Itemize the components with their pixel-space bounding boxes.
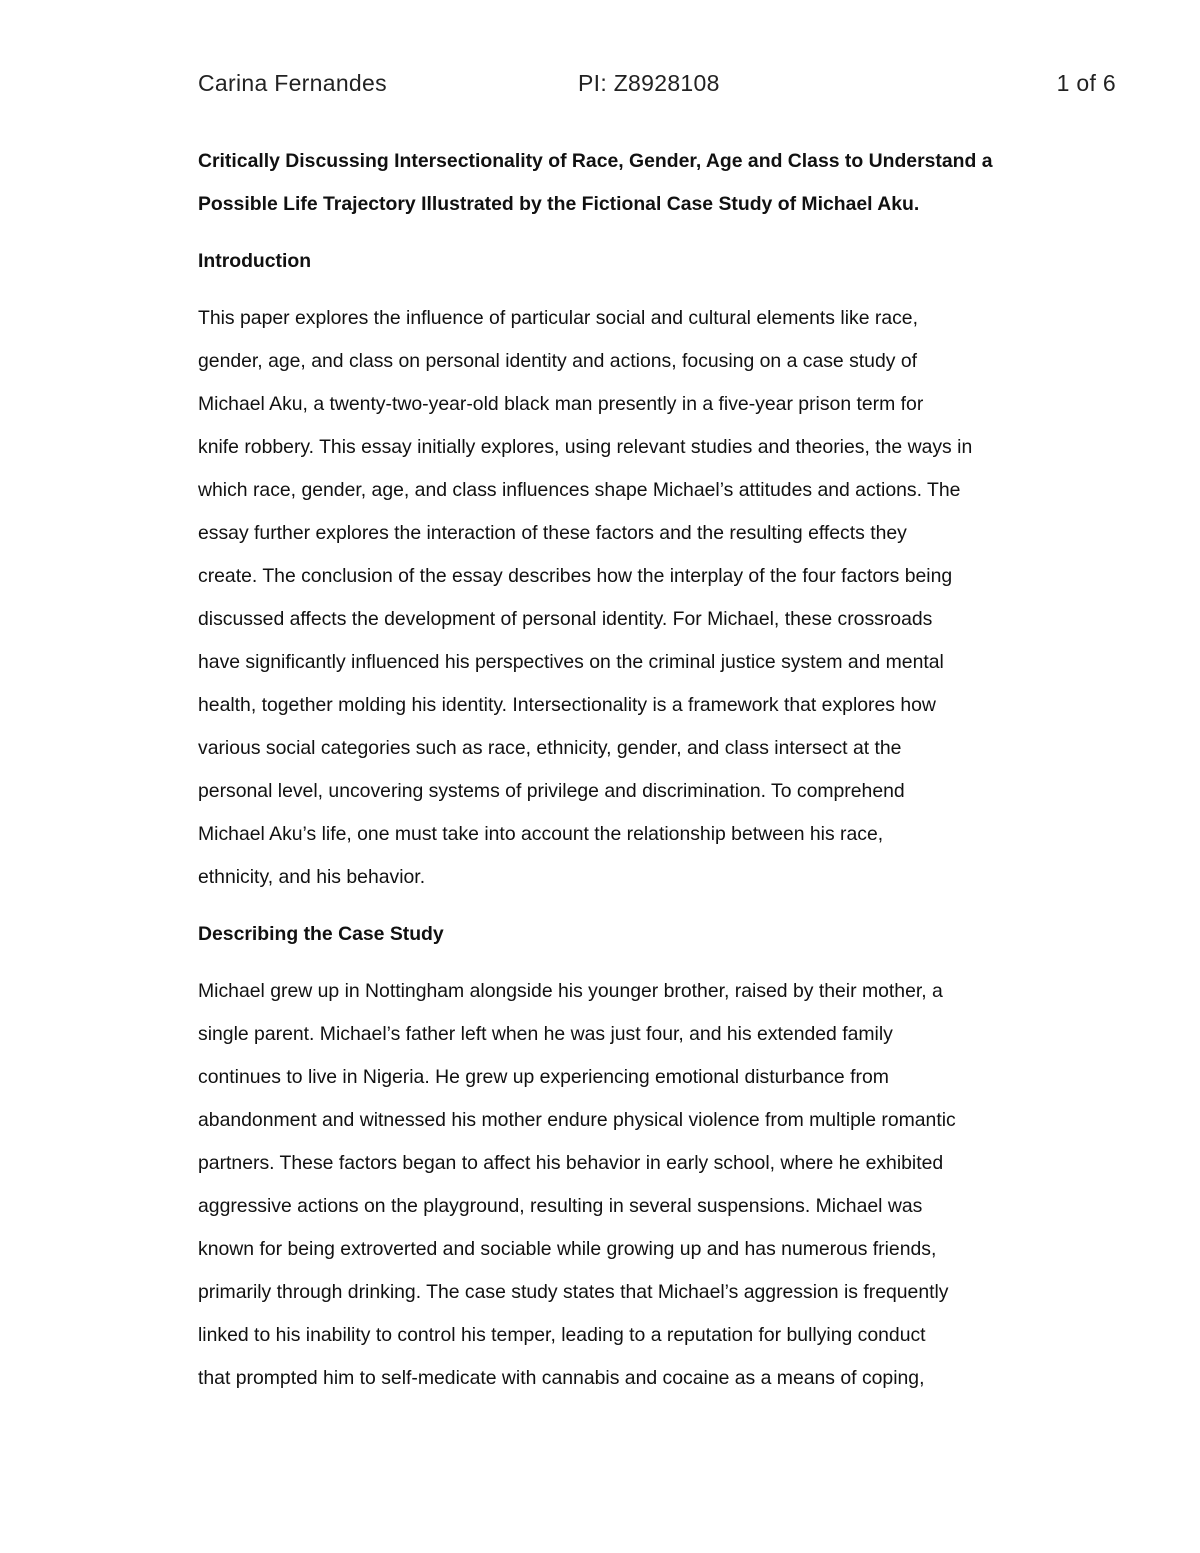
text-line: various social categories such as race, ethnicity, gender, and class intersect at the xyxy=(198,737,902,759)
text-line: ethnicity, and his behavior. xyxy=(198,866,426,888)
text-line: personal level, uncovering systems of privilege and discrimination. To comprehend xyxy=(198,780,905,802)
text-line: abandonment and witnessed his mother endure physical violence from multiple romantic xyxy=(198,1109,956,1131)
text-line: Michael Aku, a twenty-two-year-old black man presently in a five-year prison term for xyxy=(198,393,924,415)
document-title xyxy=(198,140,1078,226)
header-pi: PI: Z8928108 xyxy=(578,70,720,96)
text-line: Michael Aku’s life, one must take into account the relationship between his race, xyxy=(198,823,884,845)
text-line: gender, age, and class on personal identity and actions, focusing on a case study of xyxy=(198,350,918,372)
text-line: essay further explores the interaction of these factors and the resulting effects they xyxy=(198,522,907,544)
header-page-number: 1 of 6 xyxy=(1056,70,1116,96)
text-line: primarily through drinking. The case study states that Michael’s aggression is frequently xyxy=(198,1281,949,1303)
text-line: that prompted him to self-medicate with cannabis and cocaine as a means of coping, xyxy=(198,1367,925,1389)
section-heading-case-study: Describing the Case Study xyxy=(198,923,444,945)
text-line: knife robbery. This essay initially explores, using relevant studies and theories, the ways in xyxy=(198,436,973,458)
text-line: partners. These factors began to affect his behavior in early school, where he exhibited xyxy=(198,1152,944,1174)
paragraph-introduction xyxy=(198,297,1078,899)
text-line: known for being extroverted and sociable while growing up and has numerous friends, xyxy=(198,1238,937,1260)
text-line: aggressive actions on the playground, resulting in several suspensions. Michael was xyxy=(198,1195,923,1217)
text-line: Michael grew up in Nottingham alongside his younger brother, raised by their mother, a xyxy=(198,980,943,1002)
section-heading-introduction: Introduction xyxy=(198,250,312,272)
text-line: have significantly influenced his perspectives on the criminal justice system and mental xyxy=(198,651,944,673)
paragraph-case-study xyxy=(198,970,1078,1400)
text-line: create. The conclusion of the essay describes how the interplay of the four factors being xyxy=(198,565,953,587)
text-line: continues to live in Nigeria. He grew up experiencing emotional disturbance from xyxy=(198,1066,889,1088)
page-header xyxy=(198,70,1116,100)
text-line: which race, gender, age, and class influences shape Michael’s attitudes and actions. The xyxy=(198,479,961,501)
text-line: discussed affects the development of personal identity. For Michael, these crossroads xyxy=(198,608,933,630)
text-line: linked to his inability to control his temper, leading to a reputation for bullying conduct xyxy=(198,1324,926,1346)
title-line: Critically Discussing Intersectionality of Race, Gender, Age and Class to Understand a xyxy=(198,150,993,172)
text-line: This paper explores the influence of particular social and cultural elements like race, xyxy=(198,307,918,329)
header-author: Carina Fernandes xyxy=(198,70,387,96)
title-line: Possible Life Trajectory Illustrated by the Fictional Case Study of Michael Aku. xyxy=(198,193,920,215)
document-body xyxy=(198,140,1078,1400)
text-line: single parent. Michael’s father left when he was just four, and his extended family xyxy=(198,1023,893,1045)
text-line: health, together molding his identity. Intersectionality is a framework that explores how xyxy=(198,694,936,716)
